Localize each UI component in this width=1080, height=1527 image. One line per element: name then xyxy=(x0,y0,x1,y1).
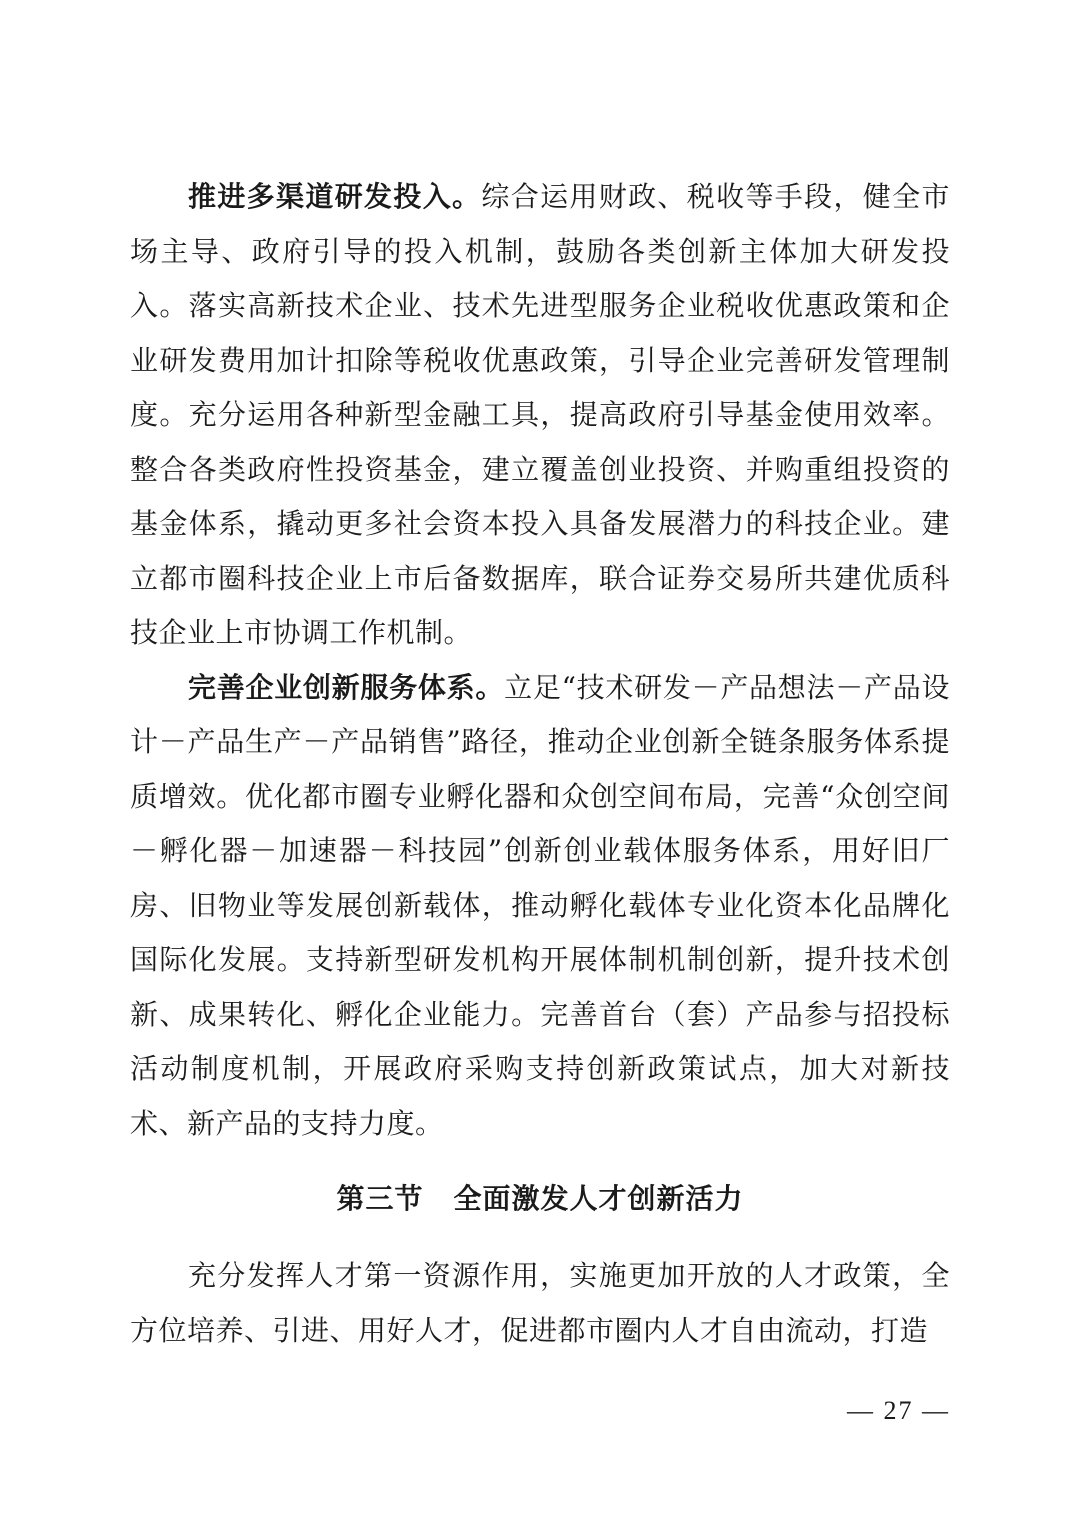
paragraph-lead-rd-investment: 推进多渠道研发投入。 xyxy=(188,180,482,213)
section-heading xyxy=(130,1169,950,1229)
paragraph-rd-investment xyxy=(130,170,950,661)
section-title: 全面激发人才创新活力 xyxy=(453,1182,744,1215)
paragraph-text-talent: 充分发挥人才第一资源作用，实施更加开放的人才政策，全方位培养、引进、用好人才，促进都市圈内人才自由流动，打造 xyxy=(130,1259,950,1347)
paragraph-lead-innovation-service: 完善企业创新服务体系。 xyxy=(188,670,505,704)
paragraph-text-innovation-service: 立足“技术研发－产品想法－产品设计－产品生产－产品销售”路径，推动企业创新全链条服务体系提质增效。优化都市圈专业孵化器和众创空间布局，完善“众创空间－孵化器－加速器－科技园”创新创业载体服务体系，用好旧厂房、旧物业等发展创新载体，推动孵化载体专业化资本化品牌化国际化发展。支持新型研发机构开展体制机制创新，提升技术创新、成果转化、孵化企业能力。完善首台（套）产品参与招投标活动制度机制，开展政府采购支持创新政策试点，加大对新技术、新产品的支持力度。 xyxy=(130,670,950,1140)
document-body xyxy=(130,170,950,1358)
section-number: 第三节 xyxy=(336,1182,424,1215)
paragraph-innovation-service xyxy=(130,661,950,1152)
paragraph-text-rd-investment: 综合运用财政、税收等手段，健全市场主导、政府引导的投入机制，鼓励各类创新主体加大研发投入。落实高新技术企业、技术先进型服务企业税收优惠政策和企业研发费用加计扣除等税收优惠政策，引导企业完善研发管理制度。充分运用各种新型金融工具，提高政府引导基金使用效率。整合各类政府性投资基金，建立覆盖创业投资、并购重组投资的基金体系，撬动更多社会资本投入具备发展潜力的科技企业。建立都市圈科技企业上市后备数据库，联合证券交易所共建优质科技企业上市协调工作机制。 xyxy=(130,180,950,649)
page-number: — 27 — xyxy=(847,1396,950,1425)
paragraph-talent xyxy=(130,1249,950,1358)
